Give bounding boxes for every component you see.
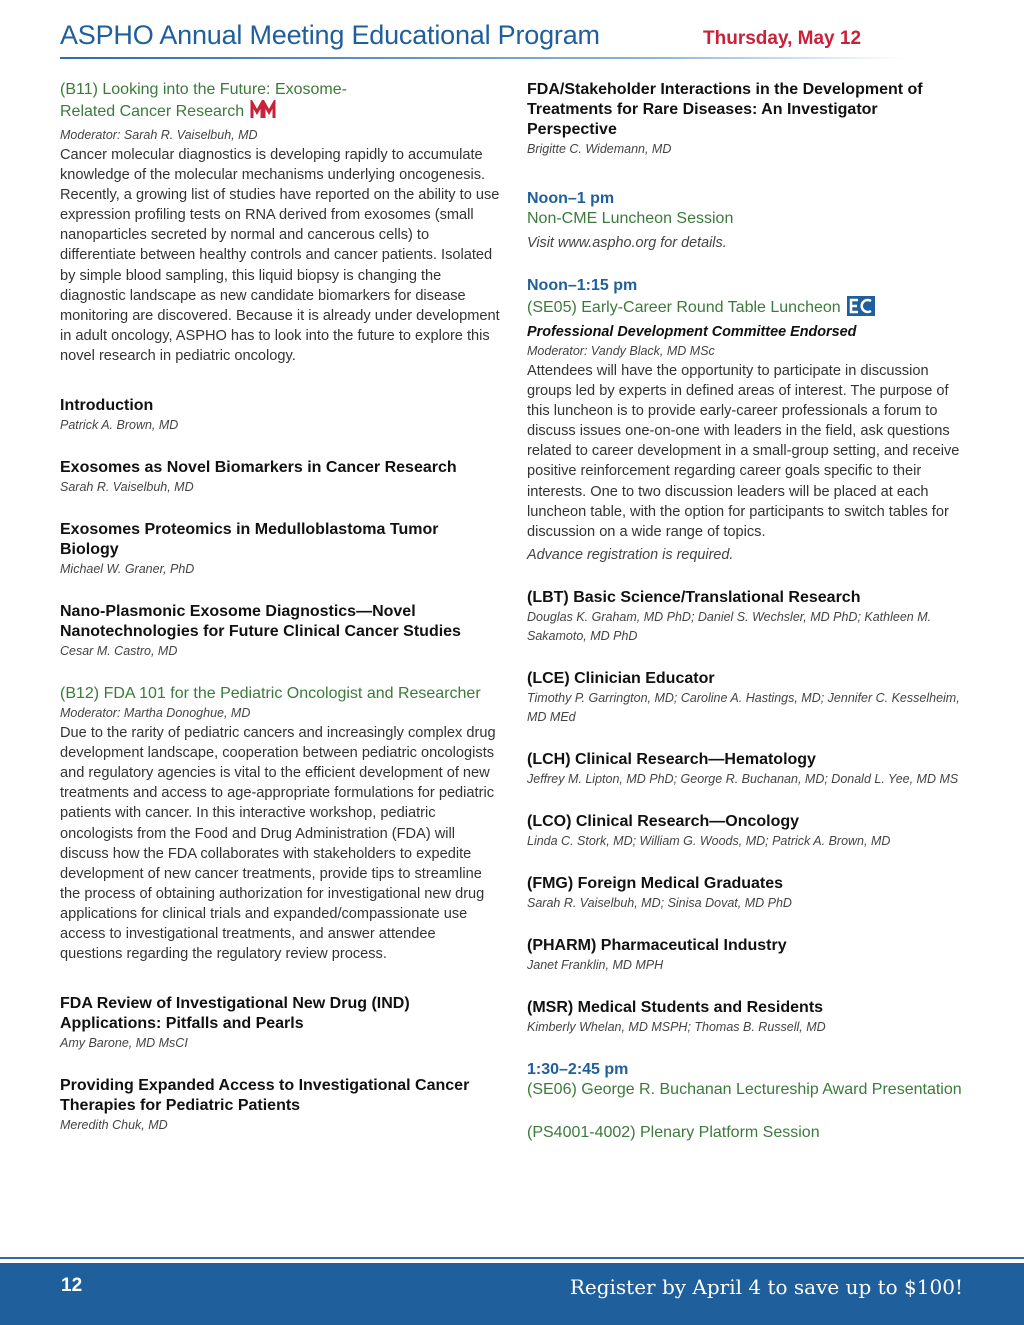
- table-item: [527, 998, 967, 1037]
- session-title: [60, 100, 500, 126]
- session-title-line: Related Cancer Research: [60, 103, 245, 120]
- table-leaders: Linda C. Stork, MD; William G. Woods, MD; Patrick A. Brown, MD: [527, 833, 891, 848]
- table-title: (FMG) Foreign Medical Graduates: [527, 874, 784, 892]
- table-item: [527, 936, 967, 975]
- talk-speaker: Michael W. Graner, PhD: [60, 562, 195, 577]
- talk-speaker: Cesar M. Castro, MD: [60, 644, 178, 659]
- session-time: 1:30–2:45 pm: [527, 1060, 629, 1078]
- talk-title: Providing Expanded Access to Investigational Cancer Therapies for Pediatric Patients: [60, 1077, 470, 1115]
- session-description: Cancer molecular diagnostics is developing rapidly to accumulate knowledge of the molecular mechanisms underlying oncogenesis. Recently, a growing list of studies have reported on the ability to use expression profiling tests on RNA derived from exosomes (small nanoparticles secreted by normal and cancerous cells) to differentiate between healthy controls and cancer patients. Isolated by simple blood sampling, this liquid biopsy is changing the diagnostic landscape as new candidate biomarkers for disease monitoring are discovered. Because it is already under development in adult oncology, ASPHO has to look into the future to explore this novel research in pediatric oncology.: [60, 147, 500, 364]
- talk-item: [60, 396, 500, 435]
- registration-note: Advance registration is required.: [527, 546, 734, 563]
- session-title: (PS4001-4002) Plenary Platform Session: [527, 1123, 820, 1141]
- table-leaders: Timothy P. Garrington, MD; Caroline A. Hastings, MD; Jennifer C. Kesselheim, MD MEd: [527, 690, 960, 724]
- table-title: (LCE) Clinician Educator: [527, 669, 715, 687]
- session-se05: [527, 276, 967, 565]
- session-time: Noon–1 pm: [527, 190, 615, 207]
- session-title: (B11) Looking into the Future: Exosome-: [60, 81, 347, 98]
- session-time: Noon–1:15 pm: [527, 277, 638, 294]
- table-item: [527, 874, 967, 913]
- talk-item: [60, 1076, 500, 1135]
- session-description: Attendees will have the opportunity to participate in discussion groups led by experts in defined areas of interest. The purpose of this luncheon is to provide early-career professionals a forum to discuss issues one-on-one with leaders in the field, ask questions related to career development in a small-group setting, and receive positive reinforcement regarding career goals specific to their interests. One to two discussion leaders will be placed at each luncheon table, with the option for participants to switch tables for discussion on a wide range of topics.: [527, 363, 960, 540]
- page-title: ASPHO Annual Meeting Educational Program: [60, 20, 600, 50]
- talk-item: [60, 458, 500, 497]
- session-title: (B12) FDA 101 for the Pediatric Oncologist and Researcher: [60, 685, 481, 703]
- early-career-badge-icon: [847, 296, 875, 322]
- table-title: (PHARM) Pharmaceutical Industry: [527, 936, 787, 954]
- talk-title: Exosomes as Novel Biomarkers in Cancer Research: [60, 459, 457, 477]
- table-title: (LBT) Basic Science/Translational Research: [527, 588, 861, 606]
- day-label: Thursday, May 12: [703, 28, 862, 49]
- session-title-text: (SE05) Early-Career Round Table Luncheon: [527, 299, 841, 316]
- moderator: Moderator: Sarah R. Vaiselbuh, MD: [60, 128, 258, 142]
- session-title: [527, 296, 967, 322]
- talk-title: FDA/Stakeholder Interactions in the Development of Treatments for Rare Diseases: An Investigator Perspective: [527, 81, 923, 138]
- talk-item: [527, 80, 967, 159]
- talk-item: [60, 994, 500, 1053]
- table-title: (LCH) Clinical Research—Hematology: [527, 750, 816, 768]
- table-item: [527, 588, 967, 646]
- footer-bar: [0, 1263, 1024, 1325]
- table-title: (MSR) Medical Students and Residents: [527, 998, 824, 1016]
- table-item: [527, 669, 967, 727]
- left-column: [60, 80, 500, 1158]
- session-b12: [60, 684, 500, 964]
- talk-title: Introduction: [60, 397, 154, 415]
- talk-speaker: Patrick A. Brown, MD: [60, 418, 179, 433]
- session-title: Non-CME Luncheon Session: [527, 210, 734, 227]
- talk-title: Exosomes Proteomics in Medulloblastoma Tumor Biology: [60, 521, 439, 559]
- table-item: [527, 812, 967, 851]
- registration-promo: Register by April 4 to save up to $100!: [569, 1275, 963, 1299]
- table-title: (LCO) Clinical Research—Oncology: [527, 812, 800, 830]
- header-divider: [60, 57, 905, 59]
- talk-item: [60, 602, 500, 661]
- session-plenary: [527, 1123, 967, 1143]
- session-se06: [527, 1060, 967, 1100]
- session-luncheon: [527, 189, 967, 253]
- session-note: Visit www.aspho.org for details.: [527, 235, 727, 251]
- talk-speaker: Meredith Chuk, MD: [60, 1118, 168, 1133]
- table-leaders: Douglas K. Graham, MD PhD; Daniel S. Wechsler, MD PhD; Kathleen M. Sakamoto, MD PhD: [527, 609, 932, 643]
- talk-title: FDA Review of Investigational New Drug (IND) Applications: Pitfalls and Pearls: [60, 995, 410, 1033]
- footer-divider: [0, 1257, 1024, 1259]
- endorsement: Professional Development Committee Endorsed: [527, 324, 857, 340]
- session-title: (SE06) George R. Buchanan Lectureship Award Presentation: [527, 1080, 962, 1098]
- talk-speaker: Sarah R. Vaiselbuh, MD: [60, 480, 194, 495]
- talk-item: [60, 520, 500, 579]
- table-leaders: Sarah R. Vaiselbuh, MD; Sinisa Dovat, MD PhD: [527, 895, 792, 910]
- table-leaders: Jeffrey M. Lipton, MD PhD; George R. Buchanan, MD; Donald L. Yee, MD MS: [527, 771, 959, 786]
- talk-speaker: Amy Barone, MD MsCI: [60, 1036, 188, 1051]
- moderator: Moderator: Vandy Black, MD MSc: [527, 344, 715, 358]
- table-leaders: Janet Franklin, MD MPH: [527, 957, 664, 972]
- table-item: [527, 750, 967, 789]
- moderator: Moderator: Martha Donoghue, MD: [60, 706, 251, 721]
- page-number: 12: [61, 1275, 83, 1296]
- session-description: Due to the rarity of pediatric cancers and increasingly complex drug development landscape, cooperation between pediatric oncologists and regulatory agencies is vital to the efficient development of new treatments and access to age-appropriate formulations for pediatric patients with cancer. In this interactive workshop, pediatric oncologists from the Food and Drug Administration (FDA) will discuss how the FDA collaborates with stakeholders to expedite development of new cancer treatments, provide tips to streamline the process of obtaining authorization for investigational new drug applications for clinical trials and expanded/compassionate use access to investigational treatments, and answer attendee questions regarding the regulatory review process.: [60, 725, 496, 963]
- session-b11: [60, 80, 500, 366]
- table-leaders: Kimberly Whelan, MD MSPH; Thomas B. Russell, MD: [527, 1019, 826, 1034]
- talk-speaker: Brigitte C. Widemann, MD: [527, 142, 672, 156]
- talk-title: Nano-Plasmonic Exosome Diagnostics—Novel Nanotechnologies for Future Clinical Cancer Studies: [60, 603, 461, 641]
- right-column: [527, 80, 967, 1166]
- mentor-badge-icon: [250, 100, 276, 126]
